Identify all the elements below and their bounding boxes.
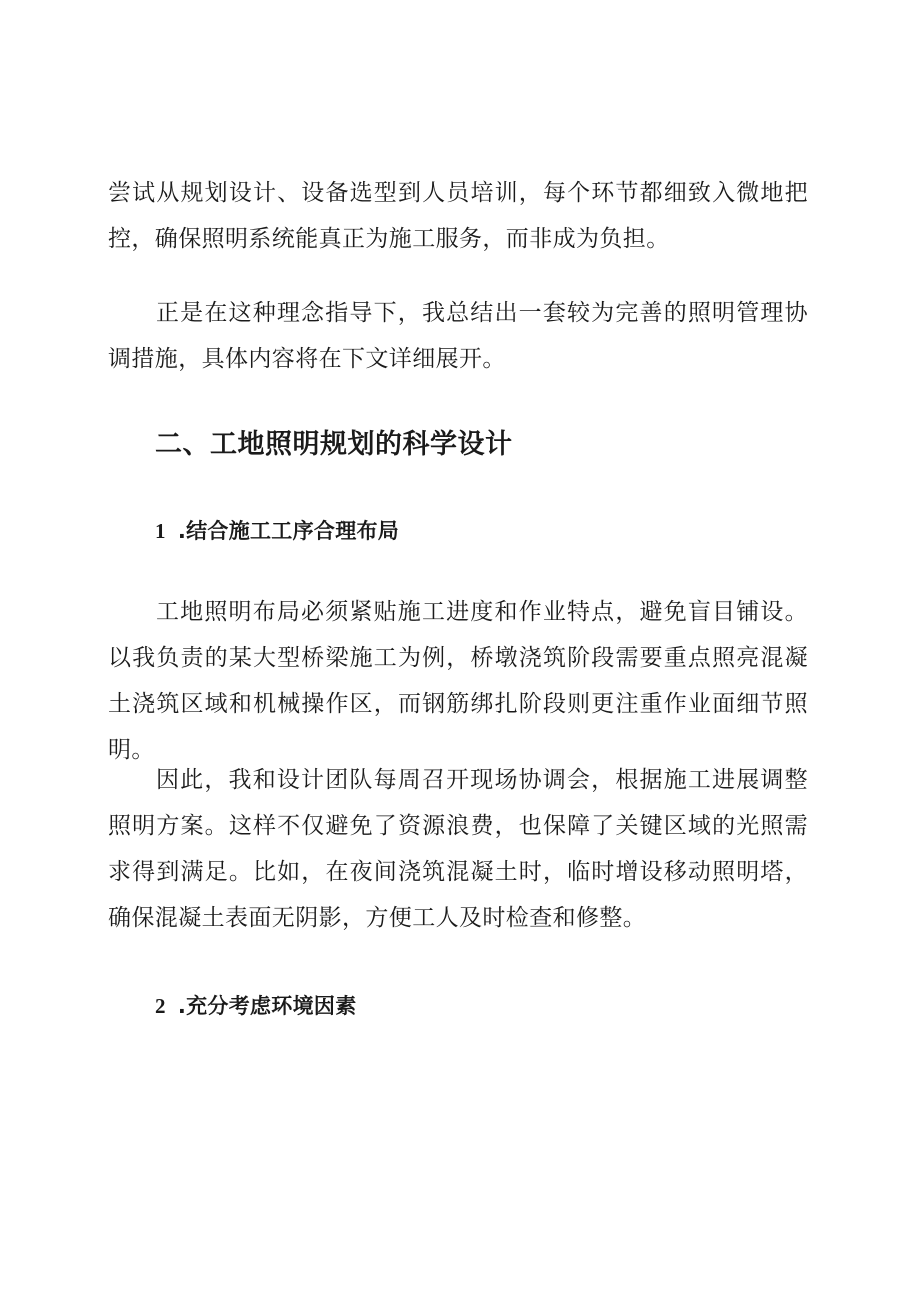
subsection-title-1: .结合施工工序合理布局 (177, 519, 400, 543)
section-heading: 二、工地照明规划的科学设计 (155, 429, 513, 460)
subsection-number-1: 1 (155, 519, 166, 543)
subsection-heading-1 (155, 513, 399, 549)
body-paragraph-2: 正是在这种理念指导下，我总结出一套较为完善的照明管理协调措施，具体内容将在下文详细展开。 (108, 300, 808, 372)
body-paragraph-4: 因此，我和设计团队每周召开现场协调会，根据施工进展调整照明方案。这样不仅避免了资源浪费，也保障了关键区域的光照需求得到满足。比如，在夜间浇筑混凝土时，临时增设移动照明塔，确保混凝土表面无阴影，方便工人及时检查和修整。 (108, 767, 808, 931)
subsection-title-2: .充分考虑环境因素 (177, 994, 357, 1018)
subsection-heading-2 (155, 988, 357, 1024)
subsection-number-2: 2 (155, 994, 166, 1018)
body-paragraph-3: 工地照明布局必须紧贴施工进度和作业特点，避免盲目铺设。以我负责的某大型桥梁施工为例，桥墩浇筑阶段需要重点照亮混凝土浇筑区域和机械操作区，而钢筋绑扎阶段则更注重作业面细节照明。 (108, 599, 808, 763)
body-paragraph-1: 尝试从规划设计、设备选型到人员培训，每个环节都细致入微地把控，确保照明系统能真正为施工服务，而非成为负担。 (108, 180, 808, 252)
